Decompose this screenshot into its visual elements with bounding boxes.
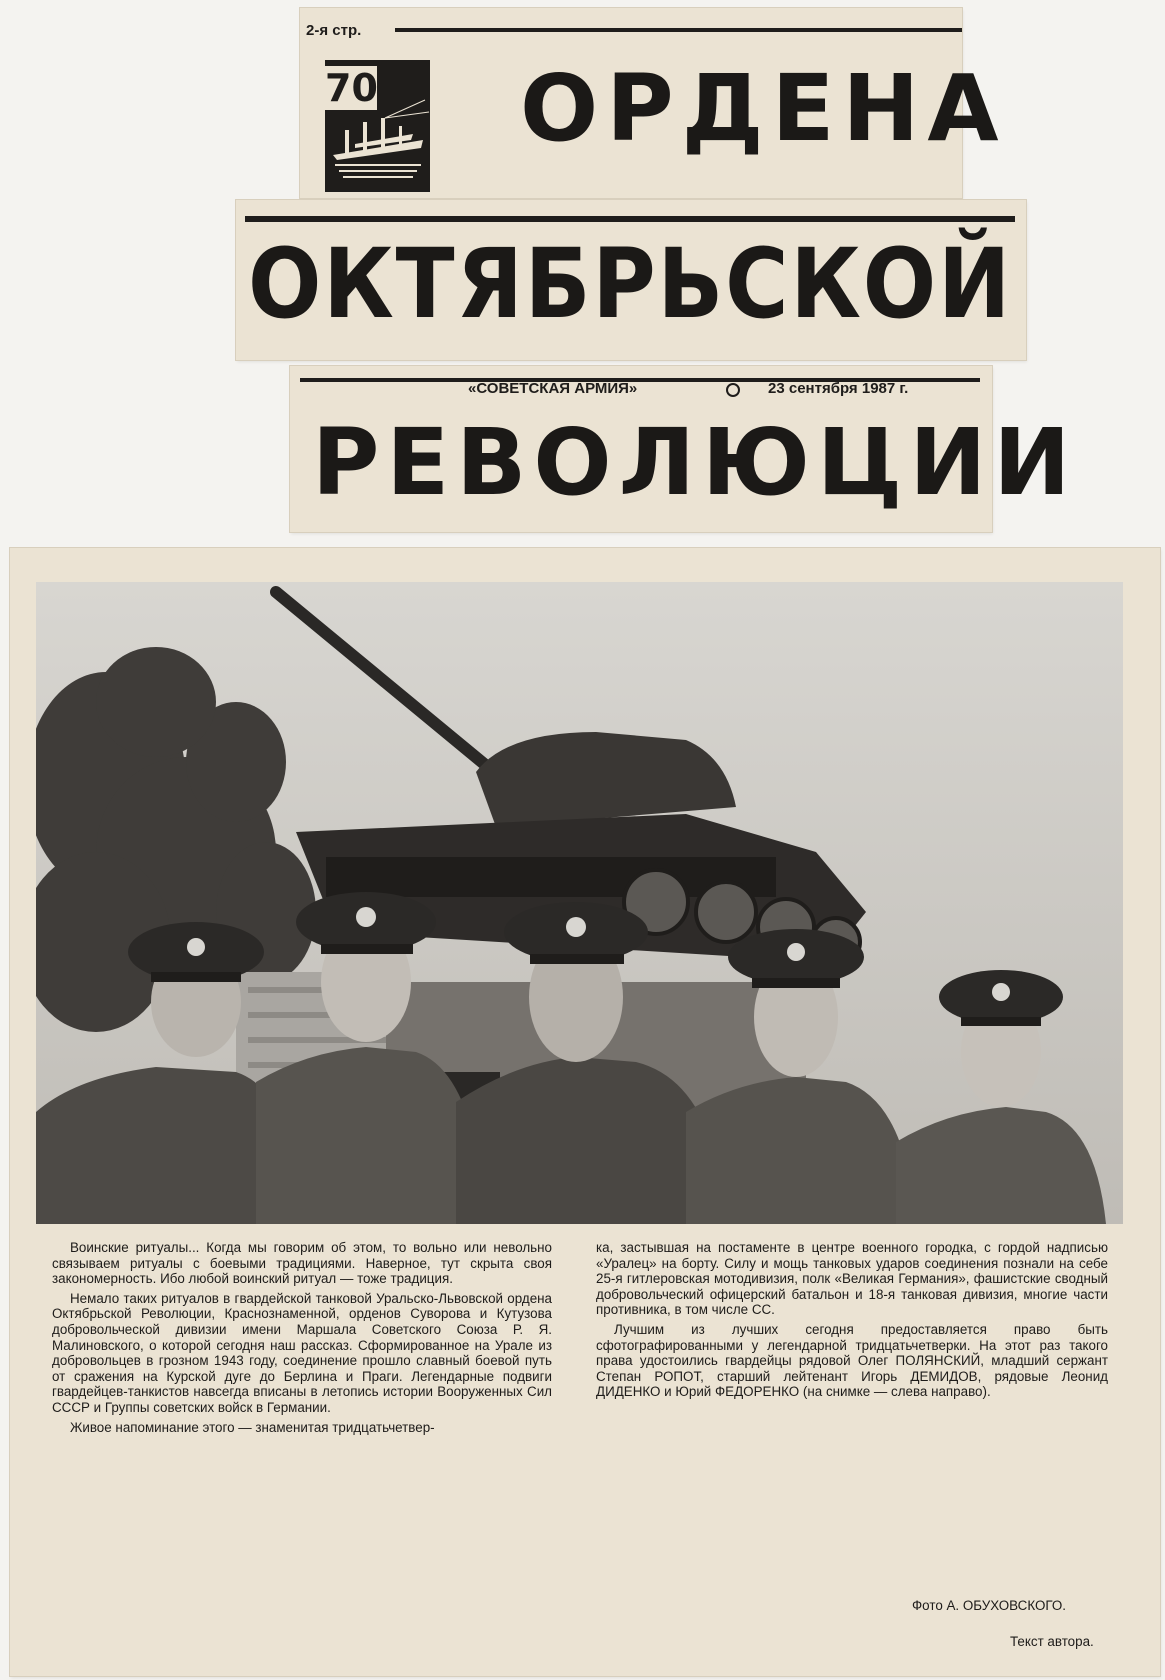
article-column-1 bbox=[52, 1240, 552, 1439]
page-label: 2-я стр. bbox=[306, 22, 362, 39]
headline-rule-2 bbox=[245, 216, 1015, 222]
anniversary-number: 70 bbox=[325, 66, 378, 110]
article-paragraph: ка, застывшая на постаменте в центре военного городка, с гордой надписью «Уралец» на борту. Силу и мощь танковых ударов соединения познали на себе 25-я гитлеровская мотодивизия, полк «Великая Германия», фашистские сводный добровольческий офицерский батальон и 18-я танковая дивизия, многие части противника, в том числе СС. bbox=[596, 1240, 1108, 1318]
anniversary-emblem bbox=[325, 60, 430, 192]
newspaper-name: «СОВЕТСКАЯ АРМИЯ» bbox=[468, 380, 638, 397]
article-paragraph: Немало таких ритуалов в гвардейской танковой Уральско-Львовской ордена Октябрьской Революции, Краснознаменной, орденов Суворова и Кутузова добровольческой дивизии имени Маршала Советского Союза Р. Я. Малиновского, о которой сегодня наш рассказ. Сформированное на Урале из добровольцев в грозном 1943 году, соединение прошло славный боевой путь от сражения на Курской дуге до Берлина и Праги. Легендарные подвиги гвардейцев-танкистов навсегда вписаны в летопись истории Вооруженных Сил СССР и Группы советских войск в Германии. bbox=[52, 1290, 552, 1415]
text-credit: Текст автора. bbox=[1010, 1634, 1094, 1649]
article-paragraph: Живое напоминание этого — знаменитая тридцатьчетвер- bbox=[70, 1419, 435, 1435]
headline-line-2: ОКТЯБРЬСКОЙ bbox=[248, 228, 1013, 340]
publication-date: 23 сентября 1987 г. bbox=[768, 380, 909, 397]
headline-line-3: РЕВОЛЮЦИИ bbox=[312, 409, 1078, 516]
article-paragraph: Воинские ритуалы... Когда мы говорим об этом, то вольно или невольно связываем ритуалы с боевыми традициями. Наверное, тут скрыта своя закономерность. Ибо любой воинский ритуал — тоже традиция. bbox=[52, 1240, 552, 1287]
separator-circle-icon bbox=[726, 383, 740, 397]
photo bbox=[36, 582, 1123, 1224]
headline-line-1: ОРДЕНА bbox=[520, 55, 1007, 162]
article-column-2 bbox=[596, 1240, 1108, 1404]
photo-credit: Фото А. ОБУХОВСКОГО. bbox=[912, 1598, 1067, 1613]
top-rule bbox=[395, 28, 962, 32]
cruiser-aurora-icon bbox=[325, 60, 430, 192]
article-paragraph: Лучшим из лучших сегодня предоставляется право быть сфотографированными у легендарной тридцатьчетверки. На этот раз такого права удостоились гвардейцы рядовой Олег ПОЛЯНСКИЙ, младший сержант Степан РОПОТ, старший лейтенант Игорь ДЕМИДОВ, рядовые Леонид ДИДЕНКО и Юрий ФЕДОРЕНКО (на снимке — слева направо). bbox=[596, 1321, 1108, 1400]
